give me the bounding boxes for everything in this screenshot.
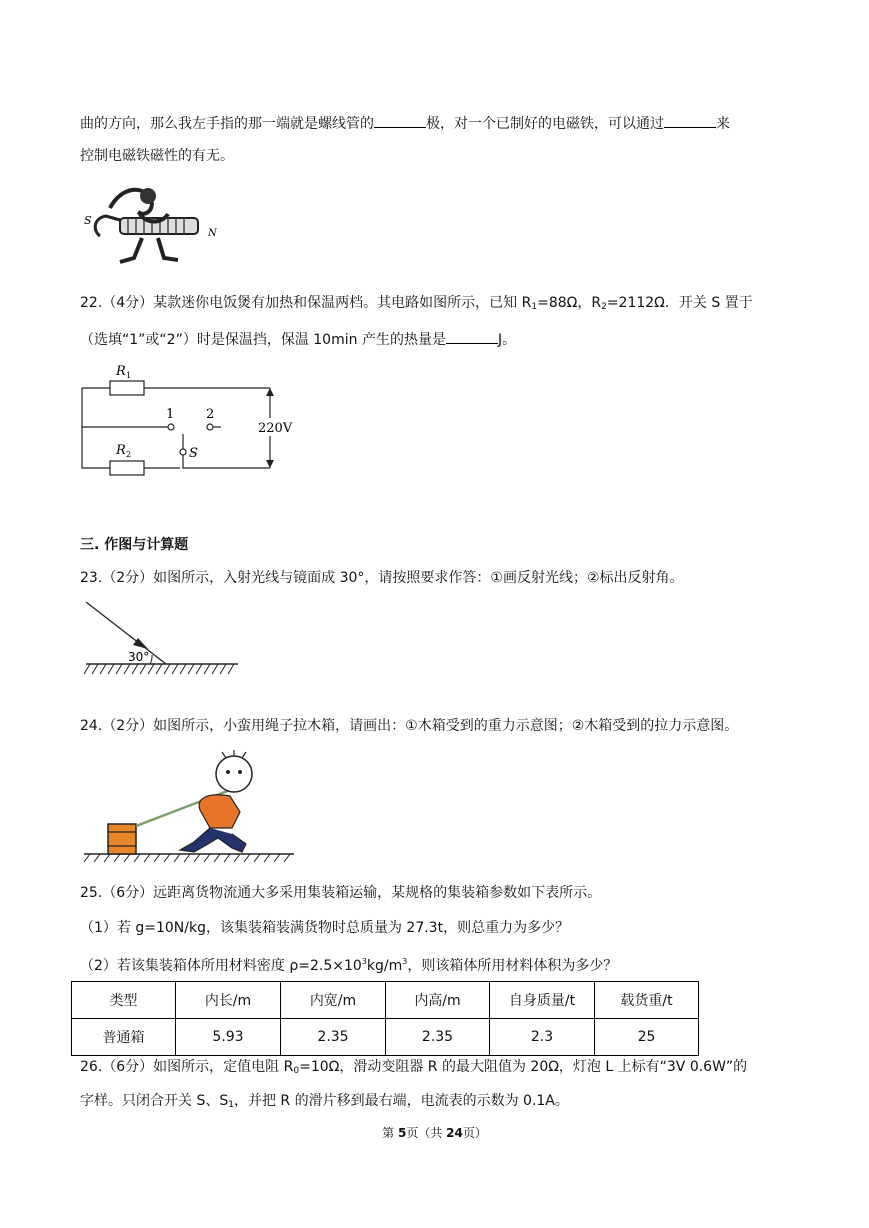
r2-subscript: 2 [126,450,132,459]
q23-question: 23.（2分）如图所示，入射光线与镜面成 30°，请按照要求作答：①画反射光线；②标出反射角。 [80,570,684,586]
mirror-reflection-diagram [82,598,242,680]
resistor-r2 [110,461,144,475]
solenoid-pole-n-label: N [208,228,217,239]
switch-contact-2-label: 2 [206,407,215,422]
table-header-cell: 内高/m [386,982,490,1019]
page-footer: 第 5页（共 24页） [382,1126,487,1140]
table-cell: 普通箱 [72,1019,176,1056]
solenoid-hand-figure [80,178,220,268]
solenoid-pole-s-label: S [84,214,92,227]
table-cell: 25 [595,1019,699,1056]
q22-line-1: 22.（4分）某款迷你电饭煲有加热和保温两档。其电路如图所示，已知 $R_1=88\Omega$，$R_2=2112\Omega$．开关 S 置于 [80,295,753,312]
person-legs [180,828,246,852]
q25-part-1: （1）若 g=10N/kg，该集装箱装满货物时总质量为 27.3t，则总重力为多少？ [80,920,570,936]
answer-blank[interactable] [446,329,498,344]
switch-s-label: S [189,446,198,461]
section-title: 三. 作图与计算题 [80,537,189,553]
table-cell: 5.93 [176,1019,281,1056]
q25-part-2: （2）若该集装箱体所用材料密度 $\rho=2.5\times 10^3kg/m^3$，则该箱体所用材料体积为多少？ [80,957,618,974]
table-header-row [72,982,699,1019]
switch-contact-1-label: 1 [166,407,175,422]
table-header-cell: 内宽/m [281,982,386,1019]
q26-line-1: 26.（6分）如图所示，定值电阻 $R_0=10\Omega$，滑动变阻器 R 的最大阻值为 20Ω，灯泡 L 上标有“3V 0.6W”的 [80,1059,748,1076]
q25-intro: 25.（6分）远距离货物流通大多采用集装箱运输，某规格的集装箱参数如下表所示。 [80,885,602,901]
q21-line-2: 控制电磁铁磁性的有无。 [80,148,234,164]
answer-blank[interactable] [374,113,426,128]
total-pages-number: 24 [446,1126,463,1140]
table-header-cell: 内长/m [176,982,281,1019]
table-row [72,1019,699,1056]
answer-blank[interactable] [664,113,716,128]
person-body [199,795,240,828]
q22-line-2: （选填“1”或“2”）时是保温挡，保温 10min 产生的热量是 J。 [80,329,516,350]
wooden-box [108,824,136,854]
pulling-box-illustration [82,752,297,864]
q26-line-2: 字样。只闭合开关 S、$S_1$，并把 R 的滑片移到最右端，电流表的示数为 0.1A。 [80,1093,569,1110]
table-header-cell: 自身质量/t [490,982,595,1019]
table-header-cell: 类型 [72,982,176,1019]
r1-subscript: 1 [126,371,132,380]
r2-label: R [116,443,126,458]
resistor-r1 [110,381,144,395]
voltage-label: 220V [258,421,293,436]
q21-line-1: 曲的方向，那么我左手指的那一端就是螺线管的 极，对一个已制好的电磁铁，可以通过 来 [80,113,730,134]
table-cell: 2.3 [490,1019,595,1056]
container-spec-table [71,981,699,1056]
table-header-cell: 载货重/t [595,982,699,1019]
table-cell: 2.35 [281,1019,386,1056]
current-page-number: 5 [397,1126,407,1140]
r1-label: R [116,364,126,379]
table-cell: 2.35 [386,1019,490,1056]
incident-angle-label: 30° [128,650,150,664]
rice-cooker-circuit-diagram [80,360,300,475]
q24-question: 24.（2分）如图所示，小蛮用绳子拉木箱，请画出：①木箱受到的重力示意图；②木箱受到的拉力示意图。 [80,718,739,734]
